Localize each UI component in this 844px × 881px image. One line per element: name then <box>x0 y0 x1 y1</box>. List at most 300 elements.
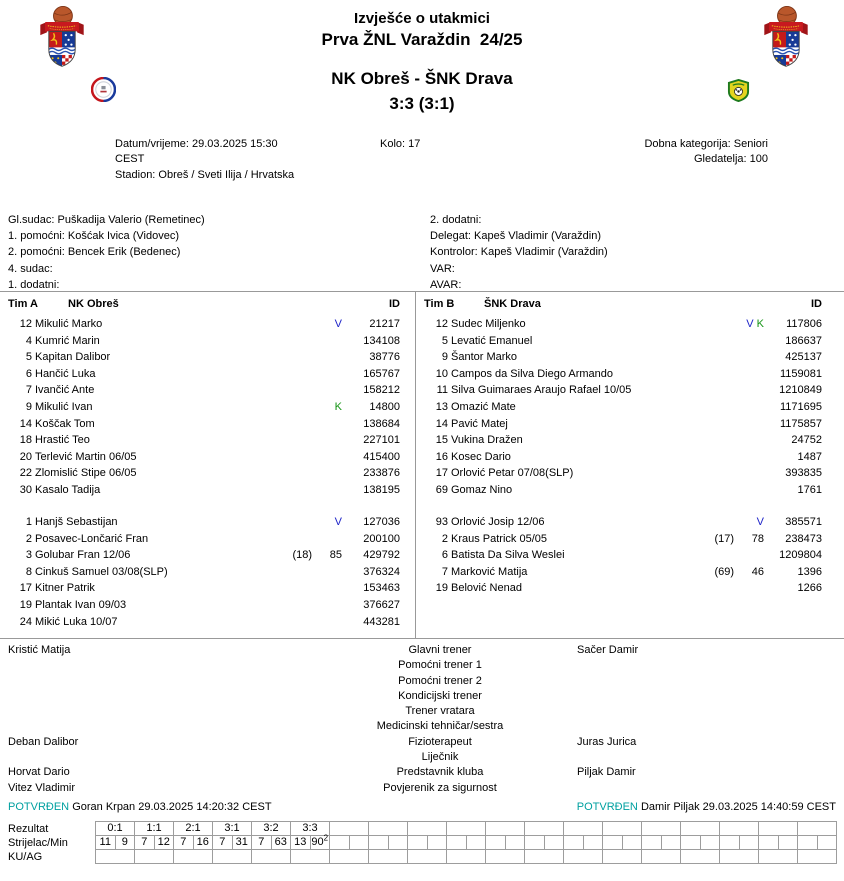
timeline-result-cell <box>369 822 408 836</box>
final-score: 3:3 (3:1) <box>389 94 455 113</box>
player-name: Omazić Mate <box>451 400 516 413</box>
player-mark-or-minute <box>312 432 342 449</box>
substituted-for-number <box>274 432 312 449</box>
player-number: 14 <box>19 417 32 430</box>
player-mark-or-minute: 46 <box>751 565 764 578</box>
player-row <box>424 547 822 564</box>
timeline-scorer-cell <box>642 836 662 850</box>
player-name: Kumrić Marin <box>35 334 100 347</box>
staff-role-label: Pomoćni trener 2 <box>398 674 482 687</box>
player-number: 3 <box>25 549 32 562</box>
player-number: 2 <box>25 532 32 545</box>
player-name: Hanjš Sebastijan <box>35 516 118 528</box>
player-name: Hrastić Teo <box>35 434 90 447</box>
official-line: 2. dodatni: <box>430 214 482 226</box>
official-line: 1. dodatni: <box>8 278 60 291</box>
player-mark-or-minute <box>734 333 764 350</box>
timeline-scorer-cell <box>447 836 467 850</box>
player-name: Cinkuš Samuel 03/08(SLP) <box>35 565 168 578</box>
player-mark-or-minute: 85 <box>329 549 342 562</box>
player-row <box>8 564 400 581</box>
substituted-for-number <box>696 482 734 499</box>
substituted-for-number: (17) <box>714 532 734 545</box>
staff-role-label: Medicinski tehničar/sestra <box>376 720 504 733</box>
timeline-scorer-cell <box>720 836 740 850</box>
timeline-scorer-cell <box>525 836 545 850</box>
player-id: 138684 <box>363 417 400 430</box>
staff-row <box>0 704 844 719</box>
timeline-result-cell: 3:3 <box>291 822 330 836</box>
staff-row <box>0 735 844 750</box>
player-mark-or-minute <box>734 449 764 466</box>
player-row <box>8 366 400 383</box>
official-line: Gl.sudac: Puškadija Valerio (Remetinec) <box>8 214 205 226</box>
timeline-minute-cell <box>661 836 681 850</box>
player-number: 6 <box>441 549 448 562</box>
match-info-left <box>115 137 294 183</box>
timeline-scorer-cell <box>681 836 701 850</box>
player-number: 17 <box>19 582 32 595</box>
team-b-column <box>424 292 822 638</box>
roster-divider <box>415 292 416 638</box>
player-id: 1175857 <box>779 417 822 430</box>
player-name: Gomaz Nino <box>451 483 513 496</box>
player-number: 11 <box>436 384 448 397</box>
substituted-for-number <box>696 514 734 531</box>
timeline-kuag-cell <box>486 850 525 864</box>
player-name: Mikić Luka 10/07 <box>35 615 118 628</box>
timeline-result-cell: 2:1 <box>174 822 213 836</box>
player-name: Pavić Matej <box>451 417 508 430</box>
player-name: Kitner Patrik <box>35 582 95 595</box>
player-number: 14 <box>435 417 448 430</box>
player-name: Plantak Ivan 09/03 <box>35 598 127 611</box>
player-name: Orlović Petar 07/08(SLP) <box>451 467 574 480</box>
team-b-club-name: ŠNK Drava <box>484 298 541 310</box>
timeline-result-cell <box>486 822 525 836</box>
player-number: 9 <box>441 351 448 364</box>
timeline-result-row <box>96 822 837 836</box>
player-name: Zlomislić Stipe 06/05 <box>35 467 137 480</box>
timeline-minute-cell: $90^2$ <box>311 833 329 848</box>
timeline-result-cell: 1:1 <box>135 822 174 836</box>
player-row <box>8 597 400 614</box>
player-mark-or-minute <box>312 416 342 433</box>
timeline-minute-cell: 9 <box>115 836 135 850</box>
player-mark-or-minute <box>312 597 342 614</box>
staff-row <box>0 674 844 689</box>
player-number: 13 <box>435 400 448 413</box>
player-row <box>8 514 400 531</box>
player-mark-or-minute <box>734 547 764 564</box>
report-title: Izvješće o utakmici <box>354 10 490 27</box>
player-mark-or-minute <box>734 382 764 399</box>
timeline-result-cell: 3:1 <box>213 822 252 836</box>
player-id: 393835 <box>785 467 822 480</box>
timeline-result-cell <box>525 822 564 836</box>
timeline-minute-cell <box>466 836 486 850</box>
staff-section <box>0 643 844 796</box>
timeline-result-cell <box>603 822 642 836</box>
player-row <box>424 514 822 531</box>
staff-name-team-b: Juras Jurica <box>577 735 637 748</box>
substituted-for-number <box>696 465 734 482</box>
player-row <box>8 333 400 350</box>
player-name: Batista Da Silva Weslei <box>451 549 565 562</box>
player-row <box>424 564 822 581</box>
timeline-kuag-cell <box>408 850 447 864</box>
substituted-for-number <box>274 597 312 614</box>
timeline-kuag-cell <box>213 850 252 864</box>
officials-right <box>430 212 608 293</box>
substituted-for-number <box>696 449 734 466</box>
player-mark-or-minute <box>312 531 342 548</box>
player-row <box>8 432 400 449</box>
player-mark-or-minute <box>312 399 342 416</box>
signature-away <box>577 801 836 813</box>
player-row <box>424 449 822 466</box>
player-id: 165767 <box>363 367 400 380</box>
player-number: 8 <box>25 565 32 578</box>
substituted-for-number <box>274 333 312 350</box>
player-mark-or-minute <box>734 316 764 333</box>
timeline-kuag-cell <box>135 850 174 864</box>
player-id: 24752 <box>791 434 822 447</box>
timeline-minute-cell <box>700 836 720 850</box>
timeline-row-label-kuag: KU/AG <box>8 851 43 863</box>
player-row <box>424 382 822 399</box>
timeline-minute-cell <box>583 836 603 850</box>
player-name: Golubar Fran 12/06 <box>35 549 131 562</box>
player-name: Mikulić Marko <box>35 318 103 330</box>
timeline-kuag-cell <box>96 850 135 864</box>
official-line: Kontrolor: Kapeš Vladimir (Varaždin) <box>430 246 608 259</box>
player-row <box>8 482 400 499</box>
substituted-for-number <box>696 382 734 399</box>
timeline-result-cell <box>798 822 837 836</box>
player-mark-or-minute <box>312 580 342 597</box>
captain-mark: K <box>756 318 764 330</box>
timeline-result-cell: 0:1 <box>96 822 135 836</box>
substituted-for-number <box>274 382 312 399</box>
player-number: 19 <box>435 582 448 595</box>
player-row <box>8 349 400 366</box>
player-id: 429792 <box>363 549 400 562</box>
player-row <box>424 399 822 416</box>
timeline-result-cell <box>759 822 798 836</box>
player-mark-or-minute <box>734 416 764 433</box>
player-row <box>424 366 822 383</box>
player-row <box>424 349 822 366</box>
player-row <box>8 416 400 433</box>
player-id: 200100 <box>363 532 400 545</box>
timeline-minute-cell <box>817 836 837 850</box>
player-name: Koščak Tom <box>35 417 95 430</box>
player-number: 22 <box>19 467 32 480</box>
player-id: 186637 <box>785 334 822 347</box>
staff-name-team-a: Vitez Vladimir <box>8 781 76 794</box>
timeline-minute-cell <box>622 836 642 850</box>
staff-role-label: Pomoćni trener 1 <box>398 659 482 672</box>
player-number: 18 <box>19 434 32 447</box>
timeline-scorer-cell: 11 <box>96 836 116 850</box>
captain-mark: K <box>334 400 342 413</box>
player-number: 4 <box>25 334 32 347</box>
timeline-table <box>95 821 837 864</box>
substituted-for-number <box>696 399 734 416</box>
player-mark-or-minute <box>312 382 342 399</box>
timeline-scorer-cell <box>603 836 623 850</box>
staff-row <box>0 658 844 673</box>
timeline-result-cell <box>720 822 759 836</box>
substituted-for-number <box>274 514 312 531</box>
player-number: 7 <box>441 565 448 578</box>
player-name: Silva Guimaraes Araujo Rafael 10/05 <box>451 384 632 397</box>
player-row <box>424 482 822 499</box>
player-id: 1487 <box>797 450 822 463</box>
substituted-for-number <box>696 416 734 433</box>
player-number: 12 <box>435 318 448 330</box>
player-id: 127036 <box>363 516 400 528</box>
substituted-for-number <box>274 531 312 548</box>
timeline-kuag-cell <box>798 850 837 864</box>
player-number: 17 <box>435 467 448 480</box>
player-mark-or-minute <box>312 564 342 581</box>
goalkeeper-mark: V <box>746 318 754 330</box>
substituted-for-number <box>274 564 312 581</box>
timeline-scorer-cell: 7 <box>213 836 233 850</box>
timeline-minute-cell: 31 <box>232 836 252 850</box>
timeline-minute-cell <box>778 836 798 850</box>
player-mark-or-minute <box>734 349 764 366</box>
team-a-column <box>8 292 400 638</box>
timeline-result-cell: 3:2 <box>252 822 291 836</box>
match-timezone: CEST <box>115 153 145 166</box>
player-row <box>424 333 822 350</box>
timeline-scorer-cell <box>798 836 818 850</box>
player-mark-or-minute <box>312 366 342 383</box>
official-line: VAR: <box>430 262 455 275</box>
substituted-for-number <box>274 349 312 366</box>
timeline-result-cell <box>564 822 603 836</box>
player-name: Orlović Josip 12/06 <box>451 516 545 528</box>
staff-name-team-b: Sačer Damir <box>577 644 639 656</box>
timeline-scorer-cell <box>564 836 584 850</box>
player-number: 24 <box>19 615 32 628</box>
timeline-row-label-scorer: Strijelac/Min <box>8 837 68 849</box>
player-number: 15 <box>435 434 448 447</box>
match-round: Kolo: 17 <box>380 138 421 150</box>
teamB-starters <box>424 316 822 499</box>
teamA-subs <box>8 514 400 630</box>
player-row <box>8 316 400 333</box>
match-info-right <box>644 137 768 168</box>
goalkeeper-mark: V <box>334 516 342 528</box>
player-mark-or-minute <box>312 349 342 366</box>
staff-role-label: Glavni trener <box>408 644 472 656</box>
player-id: 415400 <box>363 450 400 463</box>
player-id: 1396 <box>797 565 822 578</box>
player-id: 1266 <box>797 582 822 595</box>
player-number: 6 <box>25 367 32 380</box>
player-id: 1761 <box>797 483 822 496</box>
player-number: 93 <box>435 516 448 528</box>
staff-row <box>0 765 844 780</box>
team-b-label: Tim B <box>424 298 455 310</box>
timeline-kuag-cell <box>447 850 486 864</box>
timeline-scorer-cell <box>408 836 428 850</box>
timeline-scorer-row <box>96 836 837 850</box>
substituted-for-number <box>274 449 312 466</box>
player-mark-or-minute <box>312 482 342 499</box>
substituted-for-number <box>274 316 312 333</box>
player-mark-or-minute <box>734 366 764 383</box>
player-row <box>424 316 822 333</box>
timeline-result-cell <box>408 822 447 836</box>
age-category: Dobna kategorija: Seniori <box>644 138 768 150</box>
timeline-kuag-row <box>96 850 837 864</box>
player-mark-or-minute <box>312 614 342 631</box>
substituted-for-number: (18) <box>292 549 312 562</box>
player-id: 14800 <box>369 400 400 413</box>
timeline-scorer-cell <box>759 836 779 850</box>
player-row <box>424 432 822 449</box>
player-row <box>8 580 400 597</box>
player-name: Sudec Miljenko <box>451 318 526 330</box>
timeline-kuag-cell <box>603 850 642 864</box>
minute-stoppage-superscript: 2 <box>323 833 329 843</box>
player-name: Belović Nenad <box>451 582 522 595</box>
staff-role-label: Trener vratara <box>405 705 475 718</box>
player-number: 5 <box>441 334 448 347</box>
timeline-minute-cell <box>349 836 369 850</box>
staff-row <box>0 689 844 704</box>
timeline-kuag-cell <box>681 850 720 864</box>
player-name: Hančić Luka <box>35 367 96 380</box>
timeline-kuag-cell <box>759 850 798 864</box>
confirmed-status-badge: POTVRĐEN <box>8 801 70 813</box>
signature-away-text: Damir Piljak 29.03.2025 14:40:59 CEST <box>640 801 836 813</box>
team-a-club-name: NK Obreš <box>68 298 119 310</box>
player-name: Campos da Silva Diego Armando <box>451 367 614 380</box>
attendance: Gledatelja: 100 <box>694 153 768 166</box>
player-row <box>8 531 400 548</box>
staff-name-team-a: Horvat Dario <box>8 766 70 779</box>
player-number: 9 <box>25 400 32 413</box>
timeline-kuag-cell <box>525 850 564 864</box>
timeline-scorer-cell <box>369 836 389 850</box>
substituted-for-number <box>696 316 734 333</box>
player-number: 30 <box>19 483 32 496</box>
staff-name-team-a: Deban Dalibor <box>8 735 79 748</box>
team-a-label: Tim A <box>8 298 38 310</box>
player-row <box>8 465 400 482</box>
teamA-starters <box>8 316 400 499</box>
player-id: 1159081 <box>779 367 822 380</box>
timeline-kuag-cell <box>174 850 213 864</box>
player-mark-or-minute <box>312 514 342 531</box>
substituted-for-number <box>274 580 312 597</box>
substituted-for-number <box>696 432 734 449</box>
substituted-for-number <box>274 399 312 416</box>
timeline-result-cell <box>447 822 486 836</box>
substituted-for-number <box>696 333 734 350</box>
substituted-for-number <box>696 349 734 366</box>
player-row <box>424 580 822 597</box>
player-row <box>424 465 822 482</box>
timeline-minute-cell <box>739 836 759 850</box>
player-mark-or-minute <box>312 333 342 350</box>
official-line: 2. pomoćni: Bencek Erik (Bedenec) <box>8 246 181 259</box>
team-b-id-header: ID <box>811 298 822 310</box>
timeline-kuag-cell <box>720 850 759 864</box>
timeline-scorer-cell <box>330 836 350 850</box>
officials-left <box>8 212 205 293</box>
timeline-result-cell <box>642 822 681 836</box>
player-name: Kapitan Dalibor <box>35 351 111 364</box>
player-id: 376627 <box>363 598 400 611</box>
player-name: Marković Matija <box>451 565 528 578</box>
staff-row <box>0 643 844 658</box>
timeline-scorer-cell <box>486 836 506 850</box>
player-id: 425137 <box>785 351 822 364</box>
player-id: 385571 <box>785 516 822 528</box>
player-mark-or-minute: 78 <box>751 532 764 545</box>
player-number: 1 <box>25 516 32 528</box>
player-id: 158212 <box>363 384 400 397</box>
player-mark-or-minute <box>734 399 764 416</box>
timeline-minute-cell <box>388 836 408 850</box>
player-name: Mikulić Ivan <box>35 400 93 413</box>
timeline-result-cell <box>330 822 369 836</box>
player-number: 12 <box>19 318 32 330</box>
player-number: 20 <box>19 450 32 463</box>
timeline-minute-cell: 63 <box>271 836 291 850</box>
substituted-for-number <box>274 482 312 499</box>
player-id: 153463 <box>363 582 400 595</box>
player-number: 2 <box>441 532 448 545</box>
player-row <box>424 531 822 548</box>
player-number: 16 <box>435 450 448 463</box>
confirmed-status-badge: POTVRĐEN <box>576 801 638 813</box>
timeline-result-cell <box>681 822 720 836</box>
signature-home <box>8 801 272 813</box>
goalkeeper-mark: V <box>756 516 764 528</box>
player-number: 10 <box>435 367 448 380</box>
official-line: Delegat: Kapeš Vladimir (Varaždin) <box>430 230 601 243</box>
substituted-for-number <box>696 547 734 564</box>
goalkeeper-mark: V <box>334 318 342 330</box>
player-id: 1209804 <box>779 549 822 562</box>
player-name: Posavec-Lončarić Fran <box>35 532 149 545</box>
player-id: 443281 <box>363 615 400 628</box>
timeline-minute-cell: 12 <box>154 836 174 850</box>
teamB-subs <box>424 514 822 597</box>
player-id: 227101 <box>363 434 400 447</box>
timeline-kuag-cell <box>291 850 330 864</box>
player-mark-or-minute <box>312 449 342 466</box>
player-number: 19 <box>19 598 32 611</box>
timeline-scorer-cell: 13 <box>291 836 311 850</box>
player-id: 134108 <box>363 334 400 347</box>
player-row <box>8 547 400 564</box>
staff-role-label: Fizioterapeut <box>408 735 472 748</box>
timeline-kuag-cell <box>369 850 408 864</box>
player-name: Šantor Marko <box>451 351 518 364</box>
official-line: AVAR: <box>430 278 462 291</box>
staff-role-label: Kondicijski trener <box>398 689 482 702</box>
player-name: Vukina Dražen <box>451 434 523 447</box>
